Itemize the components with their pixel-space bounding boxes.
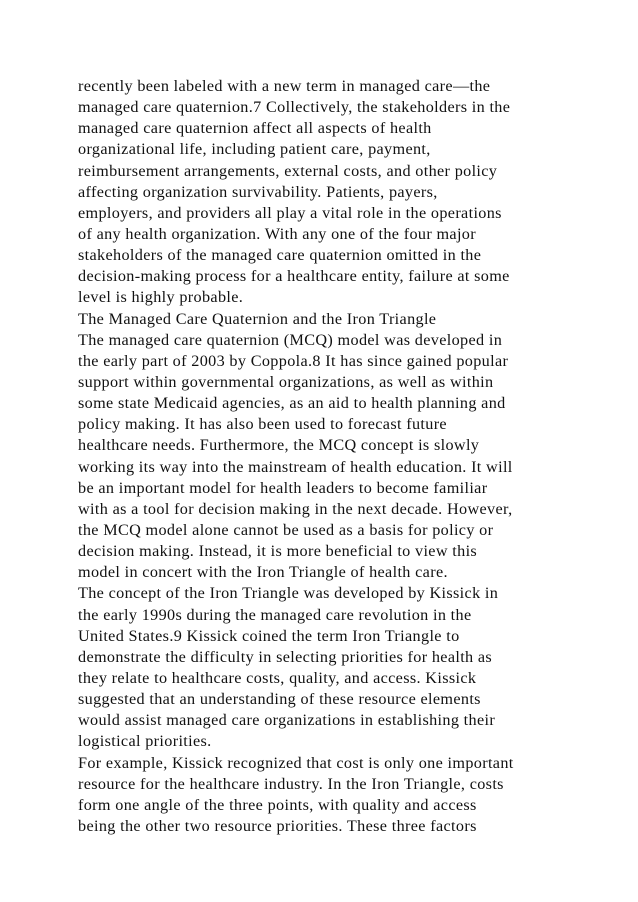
body-text bbox=[78, 76, 598, 837]
text-line: the early part of 2003 by Coppola.8 It has since gained popular bbox=[78, 351, 509, 370]
text-line: demonstrate the difficulty in selecting priorities for health as bbox=[78, 647, 493, 666]
text-line: healthcare needs. Furthermore, the MCQ concept is slowly bbox=[78, 436, 480, 455]
text-line: organizational life, including patient care, payment, bbox=[78, 140, 431, 159]
text-line: The concept of the Iron Triangle was developed by Kissick in bbox=[78, 584, 499, 603]
text-line: stakeholders of the managed care quaternion omitted in the bbox=[78, 246, 482, 265]
text-line: logistical priorities. bbox=[78, 732, 212, 751]
text-line: the early 1990s during the managed care revolution in the bbox=[78, 605, 472, 624]
text-line: resource for the healthcare industry. In the Iron Triangle, costs bbox=[78, 774, 504, 793]
text-line: United States.9 Kissick coined the term Iron Triangle to bbox=[78, 626, 460, 645]
text-line: with as a tool for decision making in the next decade. However, bbox=[78, 499, 513, 518]
text-line: support within governmental organizations, as well as within bbox=[78, 372, 494, 391]
text-line: reimbursement arrangements, external costs, and other policy bbox=[78, 161, 498, 180]
text-line: managed care quaternion affect all aspects of health bbox=[78, 119, 432, 138]
text-line: working its way into the mainstream of health education. It will bbox=[78, 457, 513, 476]
text-line: some state Medicaid agencies, as an aid to health planning and bbox=[78, 394, 506, 413]
section-heading: The Managed Care Quaternion and the Iron Triangle bbox=[78, 309, 437, 328]
text-line: employers, and providers all play a vital role in the operations bbox=[78, 203, 502, 222]
text-line: form one angle of the three points, with quality and access bbox=[78, 795, 477, 814]
text-line: decision making. Instead, it is more beneficial to view this bbox=[78, 542, 478, 561]
text-line: being the other two resource priorities. These three factors bbox=[78, 816, 477, 835]
text-line: level is highly probable. bbox=[78, 288, 244, 307]
text-line: The managed care quaternion (MCQ) model was developed in bbox=[78, 330, 503, 349]
text-line: policy making. It has also been used to forecast future bbox=[78, 415, 447, 434]
text-line: they relate to healthcare costs, quality, and access. Kissick bbox=[78, 668, 477, 687]
text-line: affecting organization survivability. Patients, payers, bbox=[78, 182, 438, 201]
text-line: decision-making process for a healthcare entity, failure at some bbox=[78, 267, 510, 286]
text-line: of any health organization. With any one of the four major bbox=[78, 224, 476, 243]
text-line: recently been labeled with a new term in managed care—the bbox=[78, 77, 491, 95]
text-line: suggested that an understanding of these resource elements bbox=[78, 690, 481, 709]
text-line: the MCQ model alone cannot be used as a basis for policy or bbox=[78, 520, 494, 539]
text-line: For example, Kissick recognized that cost is only one important bbox=[78, 753, 514, 772]
text-line: managed care quaternion.7 Collectively, the stakeholders in the bbox=[78, 98, 511, 117]
text-line: would assist managed care organizations in establishing their bbox=[78, 711, 496, 730]
text-line: model in concert with the Iron Triangle of health care. bbox=[78, 563, 448, 582]
text-line: be an important model for health leaders to become familiar bbox=[78, 478, 488, 497]
